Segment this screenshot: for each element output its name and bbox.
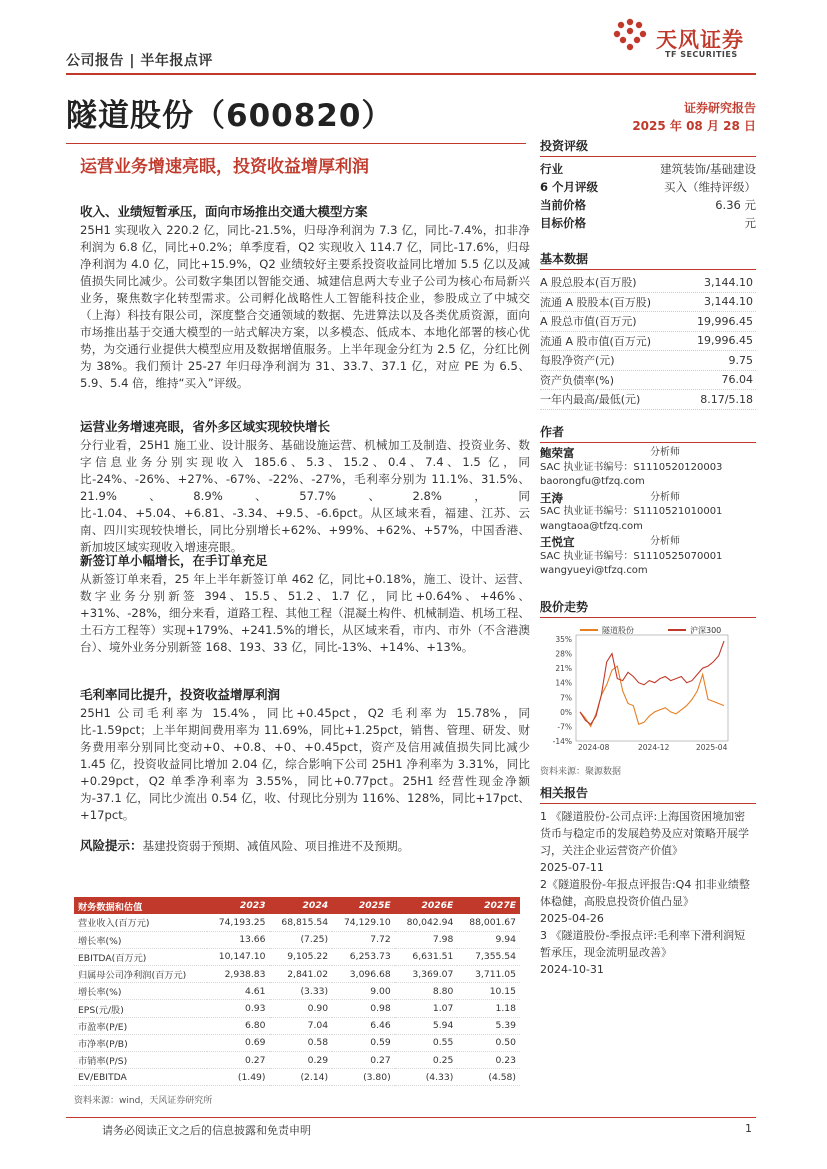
rating-key: 当前价格 <box>540 198 586 212</box>
table-cell: 74,193.25 <box>207 914 270 931</box>
y-tick-label: 35% <box>555 635 572 644</box>
table-header-cell: 2024 <box>270 897 333 914</box>
table-cell: 0.90 <box>270 1000 333 1017</box>
table-cell: EBITDA(百万元) <box>74 948 207 965</box>
basic-data-row <box>540 371 756 391</box>
table-cell: 4.61 <box>207 983 270 1000</box>
y-tick-label: 0% <box>560 707 572 717</box>
table-cell: 0.27 <box>207 1052 270 1069</box>
report-type-label: 公司报告 | 半年报点评 <box>66 53 213 69</box>
table-cell: 0.98 <box>332 1000 395 1017</box>
related-report-item <box>540 927 756 978</box>
page-title: 隧道股份（600820） <box>66 98 394 134</box>
table-cell: 10,147.10 <box>207 948 270 965</box>
table-header-cell: 2025E <box>332 897 395 914</box>
table-cell: 7.98 <box>395 931 458 948</box>
table-row <box>74 948 520 965</box>
table-cell: 营业收入(百万元) <box>74 914 207 931</box>
basic-data-key: 流通 A 股市值(百万元) <box>540 334 652 348</box>
table-cell: 7.72 <box>332 931 395 948</box>
author-name: 王涛 <box>540 490 563 505</box>
footer-disclaimer: 请务必阅读正文之后的信息披露和免责申明 <box>102 1124 311 1137</box>
table-cell: (3.80) <box>332 1069 395 1086</box>
y-tick-label: -7% <box>557 722 572 732</box>
section-body: 25H1 实现收入 220.2 亿，同比-21.5%，归母净利润为 7.3 亿，同比-7.4%，扣非净利润为 6.8 亿，同比+0.2%；单季度看，Q2 实现收入 114.7 亿，同比-17.6%，归母净利润为 4.0 亿，同比+15.9%，Q2 业绩较好主要系投资收益同比增加 5.5 亿以及减值损失同比减少。公司数字集团以智能交通、城建信息两大专业子公司为核心布局新兴业务，聚焦数字化转型需求。公司孵化战略性人工智能科技企业，参股成立了中城交（上海）科技有限公司，深度整合交通领域的数据、先进算法以及各类优质资源，面向市场推出基于交通大模型的一站式解决方案，以多模态、低成本、本地化部署的核心优势，为交通行业提供大模型应用及数据增值服务。上半年现金分红为 2.5 亿，分红比例为 38%。我们预计 25-27 年归母净利润为 31、33.7、37.1 亿，对应 PE 为 6.5、5.9、5.4 倍，维持“买入”评级。 <box>80 223 530 390</box>
basic-data-row <box>540 390 756 410</box>
table-cell: 0.59 <box>332 1034 395 1051</box>
table-row <box>74 1052 520 1069</box>
financial-table <box>74 897 520 1086</box>
basic-data-value: 9.75 <box>728 353 753 367</box>
x-tick-label: 2024-08 <box>578 743 610 752</box>
author-role: 分析师 <box>650 447 680 458</box>
table-cell: 0.25 <box>395 1052 458 1069</box>
table-cell: 8.80 <box>395 983 458 1000</box>
price-chart-panel <box>540 598 756 618</box>
basic-data-value: 3,144.10 <box>704 275 753 289</box>
basic-data-row <box>540 293 756 313</box>
related-report-date: 2025-04-26 <box>540 912 604 925</box>
table-cell: 3,711.05 <box>457 966 520 983</box>
risk-text: 基建投资弱于预期、减值风险、项目推进不及预期。 <box>142 839 410 853</box>
section-orders <box>80 552 530 656</box>
table-cell: 9.94 <box>457 931 520 948</box>
section-margin <box>80 686 530 824</box>
related-heading: 相关报告 <box>540 784 756 804</box>
rating-row <box>540 196 756 214</box>
y-tick-label: 28% <box>555 649 572 659</box>
table-cell: 市盈率(P/E) <box>74 1017 207 1034</box>
section-heading: 运营业务增速亮眼，省外多区域实现较快增长 <box>80 419 331 434</box>
author-card <box>540 446 756 490</box>
table-cell: 0.23 <box>457 1052 520 1069</box>
related-report-title: 3 《隧道股份-季报点评:毛利率下滑利润短暂承压，现金流明显改善》 <box>540 929 746 959</box>
table-cell: 3,096.68 <box>332 966 395 983</box>
section-revenue <box>80 203 530 392</box>
table-row <box>74 1034 520 1051</box>
table-cell: 0.69 <box>207 1034 270 1051</box>
table-header-row <box>74 897 520 914</box>
rating-row <box>540 178 756 196</box>
table-cell: 88,001.67 <box>457 914 520 931</box>
authors-heading: 作者 <box>540 423 756 443</box>
y-tick-label: -14% <box>552 737 572 746</box>
rating-value: 元 <box>744 216 756 230</box>
section-body: 从新签订单来看，25 年上半年新签订单 462 亿，同比+0.18%，施工、设计、运营、数字业务分别新签 394、15.5、51.2、1.7 亿，同比+0.64%、+46%、+31%、-28%，细分来看，道路工程、其他工程（混凝土构件、机械制造、机场工程、土石方工程等）实现+179%、+241.5%的增长，从区域来看，市内、市外（不含港澳台）、境外业务分别新签 168、193、33 亿，同比-13%、+14%、+13%。 <box>80 572 530 654</box>
related-report-title: 2《隧道股份-年报点评报告:Q4 扣非业绩整体稳健，高股息投资价值凸显》 <box>540 878 750 908</box>
table-row <box>74 1000 520 1017</box>
author-role: 分析师 <box>650 491 680 503</box>
basic-data-value: 19,996.45 <box>697 334 753 348</box>
basic-data-key: 流通 A 股股本(百万股) <box>540 295 652 309</box>
header-divider <box>66 73 756 75</box>
rating-heading: 投资评级 <box>540 137 756 157</box>
table-cell: (4.58) <box>457 1069 520 1086</box>
basic-data-key: 一年内最高/最低(元) <box>540 393 641 407</box>
table-cell: 增长率(%) <box>74 983 207 1000</box>
table-cell: EV/EBITDA <box>74 1069 207 1086</box>
table-cell: 6,253.73 <box>332 948 395 965</box>
author-name: 王悦宜 <box>540 535 575 549</box>
author-email: baorongfu@tfzq.com <box>540 476 645 487</box>
title-underline <box>66 143 526 144</box>
related-reports-panel <box>540 784 756 978</box>
table-header-cell: 2023 <box>207 897 270 914</box>
table-cell: 归属母公司净利润(百万元) <box>74 966 207 983</box>
author-email: wangyueyi@tfzq.com <box>540 565 648 576</box>
basic-data-value: 19,996.45 <box>697 314 753 328</box>
table-cell: 10.15 <box>457 983 520 1000</box>
author-email: wangtaoa@tfzq.com <box>540 520 643 532</box>
basic-data-panel <box>540 250 756 410</box>
price-chart-heading: 股价走势 <box>540 598 756 618</box>
rating-value: 建筑装饰/基础建设 <box>660 162 756 176</box>
table-cell: 5.94 <box>395 1017 458 1034</box>
risk-warning <box>80 836 530 854</box>
related-report-date: 2024-10-31 <box>540 963 604 976</box>
table-cell: (4.33) <box>395 1069 458 1086</box>
section-body: 分行业看，25H1 施工业、设计服务、基础设施运营、机械加工及制造、投资业务、数字信息业务分别实现收入 185.6、5.3、15.2、0.4、7.4、1.5 亿，同比-24%、-26%、+27%、-67%、-22%、-27%，毛利率分别为 11.1%、31.5%、21.9%、8.9%、57.7%、2.8%，同比-1.04、+5.04、+6.81、-3.34、+9.5、-6.6pct。从区域来看，福建、江苏、云南、四川实现较快增长，同比分别增长+62%、+99%、+62%、+57%，中国香港、新加坡区域实现收入增速亮眼。 <box>80 438 530 554</box>
logo-text-cn: 天风证券 <box>656 28 744 52</box>
table-header-cell: 2027E <box>457 897 520 914</box>
table-header-cell: 2026E <box>395 897 458 914</box>
basic-data-key: A 股总股本(百万股) <box>540 276 637 290</box>
table-cell: 6.80 <box>207 1017 270 1034</box>
table-cell: 增长率(%) <box>74 931 207 948</box>
y-tick-label: 7% <box>560 693 572 703</box>
basic-data-value: 76.04 <box>721 373 753 387</box>
table-cell: 7,355.54 <box>457 948 520 965</box>
table-cell: 1.18 <box>457 1000 520 1017</box>
legend-label: 隧道股份 <box>602 626 634 635</box>
table-cell: 0.50 <box>457 1034 520 1051</box>
author-card <box>540 535 756 579</box>
table-row <box>74 983 520 1000</box>
basic-data-row <box>540 312 756 332</box>
section-heading: 新签订单小幅增长，在手订单充足 <box>80 553 268 568</box>
basic-data-value: 3,144.10 <box>704 295 753 309</box>
table-cell: 0.29 <box>270 1052 333 1069</box>
table-cell: (3.33) <box>270 983 333 1000</box>
price-line-chart <box>540 621 756 757</box>
author-name: 鲍荣富 <box>540 446 575 460</box>
table-cell: 6.46 <box>332 1017 395 1034</box>
page-number: 1 <box>745 1122 752 1135</box>
section-heading: 收入、业绩短暂承压，面向市场推出交通大模型方案 <box>80 204 368 219</box>
risk-label: 风险提示： <box>80 838 143 853</box>
table-cell: 0.93 <box>207 1000 270 1017</box>
table-header-cell: 财务数据和估值 <box>74 897 207 914</box>
related-report-item <box>540 876 756 927</box>
logo-text-en: TF SECURITIES <box>665 50 738 59</box>
table-cell: 7.04 <box>270 1017 333 1034</box>
x-tick-label: 2025-04 <box>696 743 728 752</box>
table-cell: 0.27 <box>332 1052 395 1069</box>
table-row <box>74 1017 520 1034</box>
author-card <box>540 491 756 535</box>
rating-row <box>540 160 756 178</box>
basic-data-heading: 基本数据 <box>540 250 756 270</box>
basic-data-key: 资产负债率(%) <box>540 373 615 387</box>
footer-divider <box>66 1117 756 1118</box>
tf-logo-icon <box>610 16 650 56</box>
author-role: 分析师 <box>650 536 680 547</box>
rating-key: 目标价格 <box>540 216 586 230</box>
x-tick-label: 2024-12 <box>638 743 670 752</box>
table-cell: 9.00 <box>332 983 395 1000</box>
rating-key: 6 个月评级 <box>540 180 599 194</box>
report-date: 2025 年 08 月 28 日 <box>632 119 756 133</box>
section-heading: 毛利率同比提升，投资收益增厚利润 <box>80 687 281 702</box>
table-cell: 74,129.10 <box>332 914 395 931</box>
table-cell: 9,105.22 <box>270 948 333 965</box>
table-cell: (7.25) <box>270 931 333 948</box>
y-tick-label: 14% <box>555 678 572 688</box>
series-line-1 <box>580 641 724 724</box>
table-cell: 80,042.94 <box>395 914 458 931</box>
legend-label: 沪深300 <box>690 626 722 635</box>
basic-data-key: 每股净资产(元) <box>540 354 615 368</box>
table-cell: (2.14) <box>270 1069 333 1086</box>
rating-value: 6.36 元 <box>715 198 756 212</box>
table-cell: 市销率(P/S) <box>74 1052 207 1069</box>
table-cell: 13.66 <box>207 931 270 948</box>
table-cell: 市净率(P/B) <box>74 1034 207 1051</box>
author-name-row <box>540 446 756 461</box>
table-source: 资料来源：wind，天风证券研究所 <box>74 1096 213 1106</box>
table-row <box>74 966 520 983</box>
y-tick-label: 21% <box>555 664 572 674</box>
table-row <box>74 1069 520 1086</box>
research-label: 证券研究报告 <box>683 101 756 115</box>
section-body: 25H1 公司毛利率为 15.4%，同比+0.45pct，Q2 毛利率为 15.78%，同比-1.59pct；上半年期间费用率为 11.69%，同比+1.25pct，销售、管理、研发、财务费用率分别同比变动+0、+0.8、+0、+0.45pct，资产及信用减值损失同比减少 1.45 亿，投资收益同比增加 2.04 亿，综合影响下公司 25H1 净利率为 3.31%，同比+0.29pct，Q2 单季净利率为 3.55%，同比+0.77pct。25H1 经营性现金净额为-37.1 亿，同比少流出 0.54 亿，收、付现比分别为 116%、128%，同比+17pct、+17pct。 <box>80 706 530 822</box>
basic-data-row <box>540 332 756 352</box>
table-cell: 3,369.07 <box>395 966 458 983</box>
page-subtitle: 运营业务增速亮眼，投资收益增厚利润 <box>80 157 369 177</box>
table-cell: 5.39 <box>457 1017 520 1034</box>
table-row <box>74 931 520 948</box>
chart-source: 资料来源：聚源数据 <box>540 767 622 777</box>
table-row <box>74 914 520 931</box>
table-cell: EPS(元/股) <box>74 1000 207 1017</box>
rating-key: 行业 <box>540 162 563 176</box>
table-cell: 6,631.51 <box>395 948 458 965</box>
author-name-row <box>540 535 756 550</box>
rating-panel <box>540 137 756 232</box>
author-cert: SAC 执业证书编号：S1110521010001 <box>540 506 723 517</box>
table-cell: 0.58 <box>270 1034 333 1051</box>
table-cell: 2,841.02 <box>270 966 333 983</box>
rating-row <box>540 214 756 232</box>
table-cell: (1.49) <box>207 1069 270 1086</box>
basic-data-value: 8.17/5.18 <box>700 392 753 406</box>
section-operation <box>80 418 530 556</box>
author-cert: SAC 执业证书编号：S1110525070001 <box>540 550 723 562</box>
table-cell: 2,938.83 <box>207 966 270 983</box>
basic-data-row <box>540 273 756 293</box>
table-cell: 0.55 <box>395 1034 458 1051</box>
basic-data-key: A 股总市值(百万元) <box>540 315 637 329</box>
related-report-date: 2025-07-11 <box>540 861 604 874</box>
table-cell: 1.07 <box>395 1000 458 1017</box>
rating-value: 买入（维持评级） <box>664 180 756 194</box>
author-name-row <box>540 491 756 506</box>
authors-panel <box>540 423 756 580</box>
related-report-item <box>540 808 756 876</box>
related-report-title: 1 《隧道股份-公司点评:上海国资困境加密货币与稳定币的发展趋势及应对策略开展学习，关注企业运营资产价值》 <box>540 810 749 857</box>
table-cell: 68,815.54 <box>270 914 333 931</box>
basic-data-row <box>540 351 756 371</box>
author-cert: SAC 执业证书编号：S1110520120003 <box>540 461 723 473</box>
